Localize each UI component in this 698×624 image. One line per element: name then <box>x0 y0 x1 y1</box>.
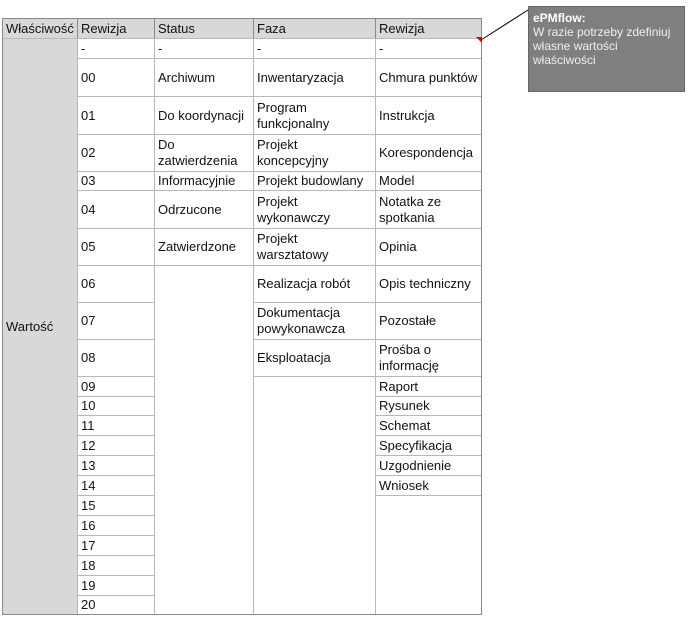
document-type-cell[interactable]: Uzgodnienie <box>375 455 481 475</box>
placeholder-cell[interactable]: - <box>253 38 375 58</box>
document-type-cell[interactable]: Instrukcja <box>375 96 481 134</box>
phase-cell[interactable]: Dokumentacja powykonawcza <box>253 302 375 339</box>
status-cell[interactable]: Do koordynacji <box>154 96 253 134</box>
comment-text: W razie potrzeby zdefiniuj własne wartości właściwości <box>533 25 671 67</box>
document-type-cell[interactable]: Rysunek <box>375 396 481 415</box>
status-cell[interactable]: Zatwierdzone <box>154 228 253 265</box>
phase-cell[interactable]: Program funkcjonalny <box>253 96 375 134</box>
status-cell[interactable]: Archiwum <box>154 58 253 96</box>
phase-cell[interactable]: Realizacja robót <box>253 265 375 302</box>
revision-cell[interactable]: 08 <box>77 339 154 376</box>
document-type-cell[interactable]: Schemat <box>375 415 481 435</box>
document-type-cell[interactable]: Notatka ze spotkania <box>375 190 481 228</box>
revision-cell[interactable]: 15 <box>77 495 154 515</box>
document-type-cell[interactable]: Chmura punktów <box>375 58 481 96</box>
revision-cell[interactable]: 05 <box>77 228 154 265</box>
phase-cell[interactable]: Projekt koncepcyjny <box>253 134 375 171</box>
column-header-0[interactable]: Właściwość <box>2 18 77 38</box>
revision-cell[interactable]: 20 <box>77 595 154 614</box>
comment-connector-line <box>481 10 528 40</box>
phase-cell[interactable]: Eksploatacja <box>253 339 375 376</box>
phase-cell[interactable]: Inwentaryzacja <box>253 58 375 96</box>
column-header-3[interactable]: Faza <box>253 18 375 38</box>
column-header-1[interactable]: Rewizja <box>77 18 154 38</box>
revision-cell[interactable]: 13 <box>77 455 154 475</box>
document-type-cell[interactable]: Raport <box>375 376 481 396</box>
document-type-cell[interactable]: Opis techniczny <box>375 265 481 302</box>
document-type-cell[interactable]: Pozostałe <box>375 302 481 339</box>
revision-cell[interactable]: 07 <box>77 302 154 339</box>
phase-cell[interactable]: Projekt warsztatowy <box>253 228 375 265</box>
document-type-cell[interactable]: Korespondencja <box>375 134 481 171</box>
phase-cell[interactable]: Projekt wykonawczy <box>253 190 375 228</box>
document-type-cell[interactable]: Specyfikacja <box>375 435 481 455</box>
phase-cell[interactable]: Projekt budowlany <box>253 171 375 190</box>
document-type-cell[interactable]: Model <box>375 171 481 190</box>
placeholder-cell[interactable]: - <box>77 38 154 58</box>
revision-cell[interactable]: 00 <box>77 58 154 96</box>
comment-box[interactable] <box>528 6 685 92</box>
placeholder-cell[interactable]: - <box>375 38 481 58</box>
placeholder-cell[interactable]: - <box>154 38 253 58</box>
revision-cell[interactable]: 19 <box>77 575 154 595</box>
revision-cell[interactable]: 09 <box>77 376 154 396</box>
revision-cell[interactable]: 04 <box>77 190 154 228</box>
revision-cell[interactable]: 06 <box>77 265 154 302</box>
column-header-2[interactable]: Status <box>154 18 253 38</box>
comment-author: ePMflow: <box>533 11 586 25</box>
status-cell[interactable]: Odrzucone <box>154 190 253 228</box>
revision-cell[interactable]: 16 <box>77 515 154 535</box>
document-type-cell[interactable]: Wniosek <box>375 475 481 495</box>
revision-cell[interactable]: 11 <box>77 415 154 435</box>
revision-cell[interactable]: 18 <box>77 555 154 575</box>
row-label-cell[interactable]: Wartość <box>2 38 77 614</box>
revision-cell[interactable]: 03 <box>77 171 154 190</box>
revision-cell[interactable]: 14 <box>77 475 154 495</box>
revision-cell[interactable]: 02 <box>77 134 154 171</box>
revision-cell[interactable]: 01 <box>77 96 154 134</box>
revision-cell[interactable]: 12 <box>77 435 154 455</box>
document-type-cell[interactable]: Opinia <box>375 228 481 265</box>
document-type-cell[interactable]: Prośba o informację <box>375 339 481 376</box>
status-cell[interactable]: Do zatwierdzenia <box>154 134 253 171</box>
status-cell[interactable]: Informacyjnie <box>154 171 253 190</box>
revision-cell[interactable]: 10 <box>77 396 154 415</box>
column-header-4[interactable]: Rewizja <box>375 18 481 38</box>
revision-cell[interactable]: 17 <box>77 535 154 555</box>
